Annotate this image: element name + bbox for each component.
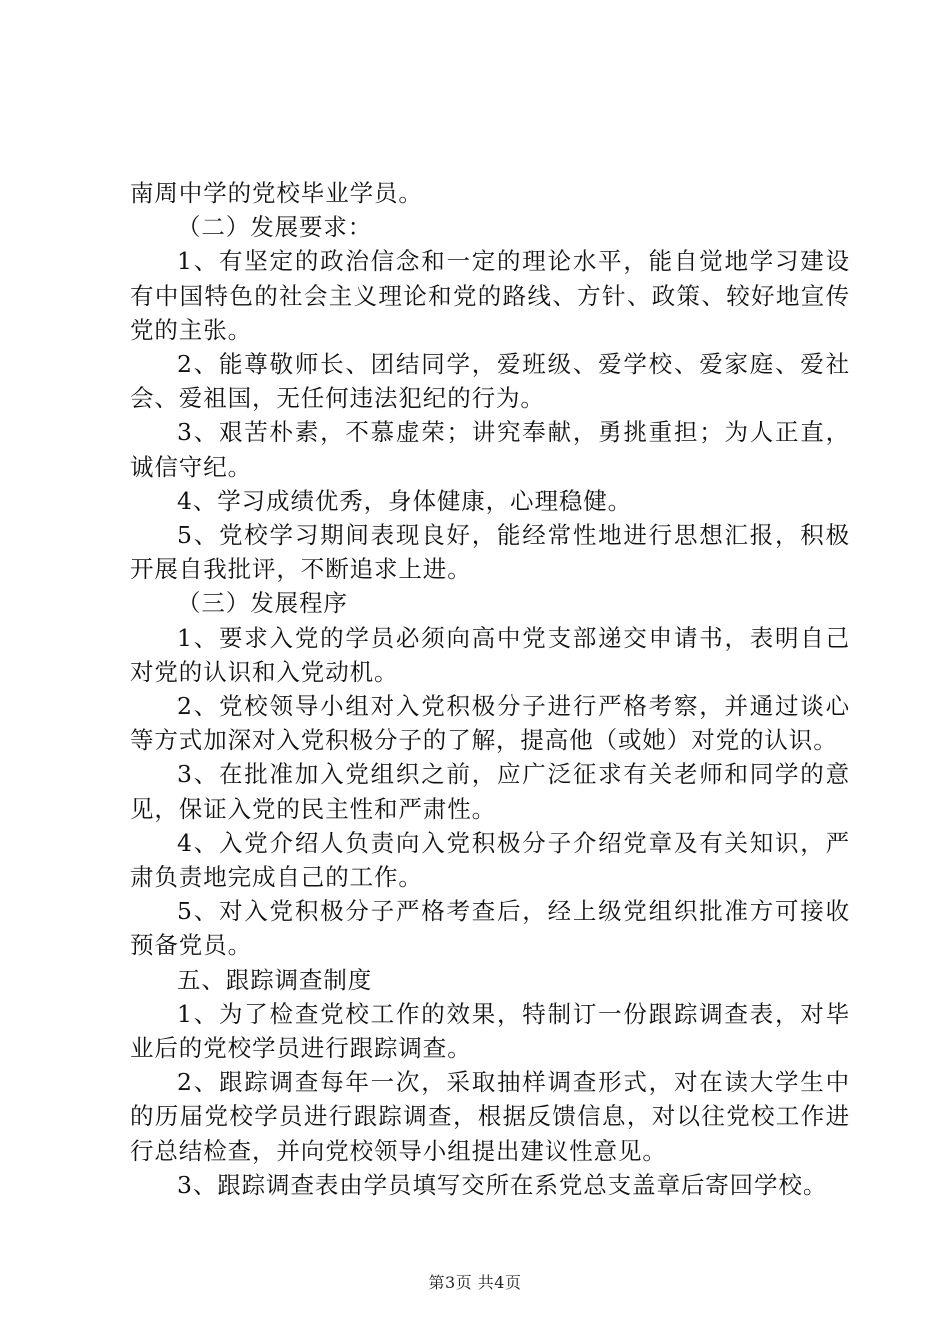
page-footer (0, 1270, 950, 1293)
paragraph-1: 南周中学的党校毕业学员。 (130, 179, 423, 207)
requirement-1: 1、有坚定的政治信念和一定的理论水平，能自觉地学习建设有中国特色的社会主义理论和党的路线、方针、政策、较好地宣传党的主张。 (130, 247, 850, 344)
procedure-3: 3、在批准加入党组织之前，应广泛征求有关老师和同学的意见，保证入党的民主性和严肃性。 (130, 760, 850, 823)
section-heading-tracking: 五、跟踪调查制度 (177, 965, 373, 994)
section-heading-procedure: （三）发展程序 (177, 589, 348, 618)
section-heading-requirements: （二）发展要求： (177, 213, 373, 242)
requirement-4: 4、学习成绩优秀，身体健康，心理稳健。 (177, 486, 633, 515)
procedure-4: 4、入党介绍人负责向入党积极分子介绍党章及有关知识，严肃负责地完成自己的工作。 (130, 828, 850, 892)
procedure-5: 5、对入党积极分子严格考查后，经上级党组织批准方可接收预备党员。 (130, 897, 850, 960)
document-body (130, 176, 850, 1202)
requirement-3: 3、艰苦朴素，不慕虚荣；讲究奉献，勇挑重担；为人正直，诚信守纪。 (130, 418, 850, 481)
tracking-2: 2、跟踪调查每年一次，采取抽样调查形式，对在读大学生中的历届党校学员进行跟踪调查，根据反馈信息，对以往党校工作进行总结检查，并向党校领导小组提出建议性意见。 (130, 1068, 850, 1165)
requirement-5: 5、党校学习期间表现良好，能经常性地进行思想汇报，积极开展自我批评，不断追求上进。 (130, 521, 850, 584)
requirement-2: 2、能尊敬师长、团结同学，爱班级、爱学校、爱家庭、爱社会、爱祖国，无任何违法犯纪的行为。 (130, 350, 850, 413)
page-number: 第3页 共4页 (428, 1273, 522, 1292)
tracking-3: 3、跟踪调查表由学员填写交所在系党总支盖章后寄回学校。 (177, 1170, 828, 1199)
procedure-2: 2、党校领导小组对入党积极分子进行严格考察，并通过谈心等方式加深对入党积极分子的了解，提高他（或她）对党的认识。 (130, 692, 850, 755)
tracking-1: 1、为了检查党校工作的效果，特制订一份跟踪调查表，对毕业后的党校学员进行跟踪调查。 (130, 999, 850, 1063)
procedure-1: 1、要求入党的学员必须向高中党支部递交申请书，表明自己对党的认识和入党动机。 (130, 623, 850, 686)
